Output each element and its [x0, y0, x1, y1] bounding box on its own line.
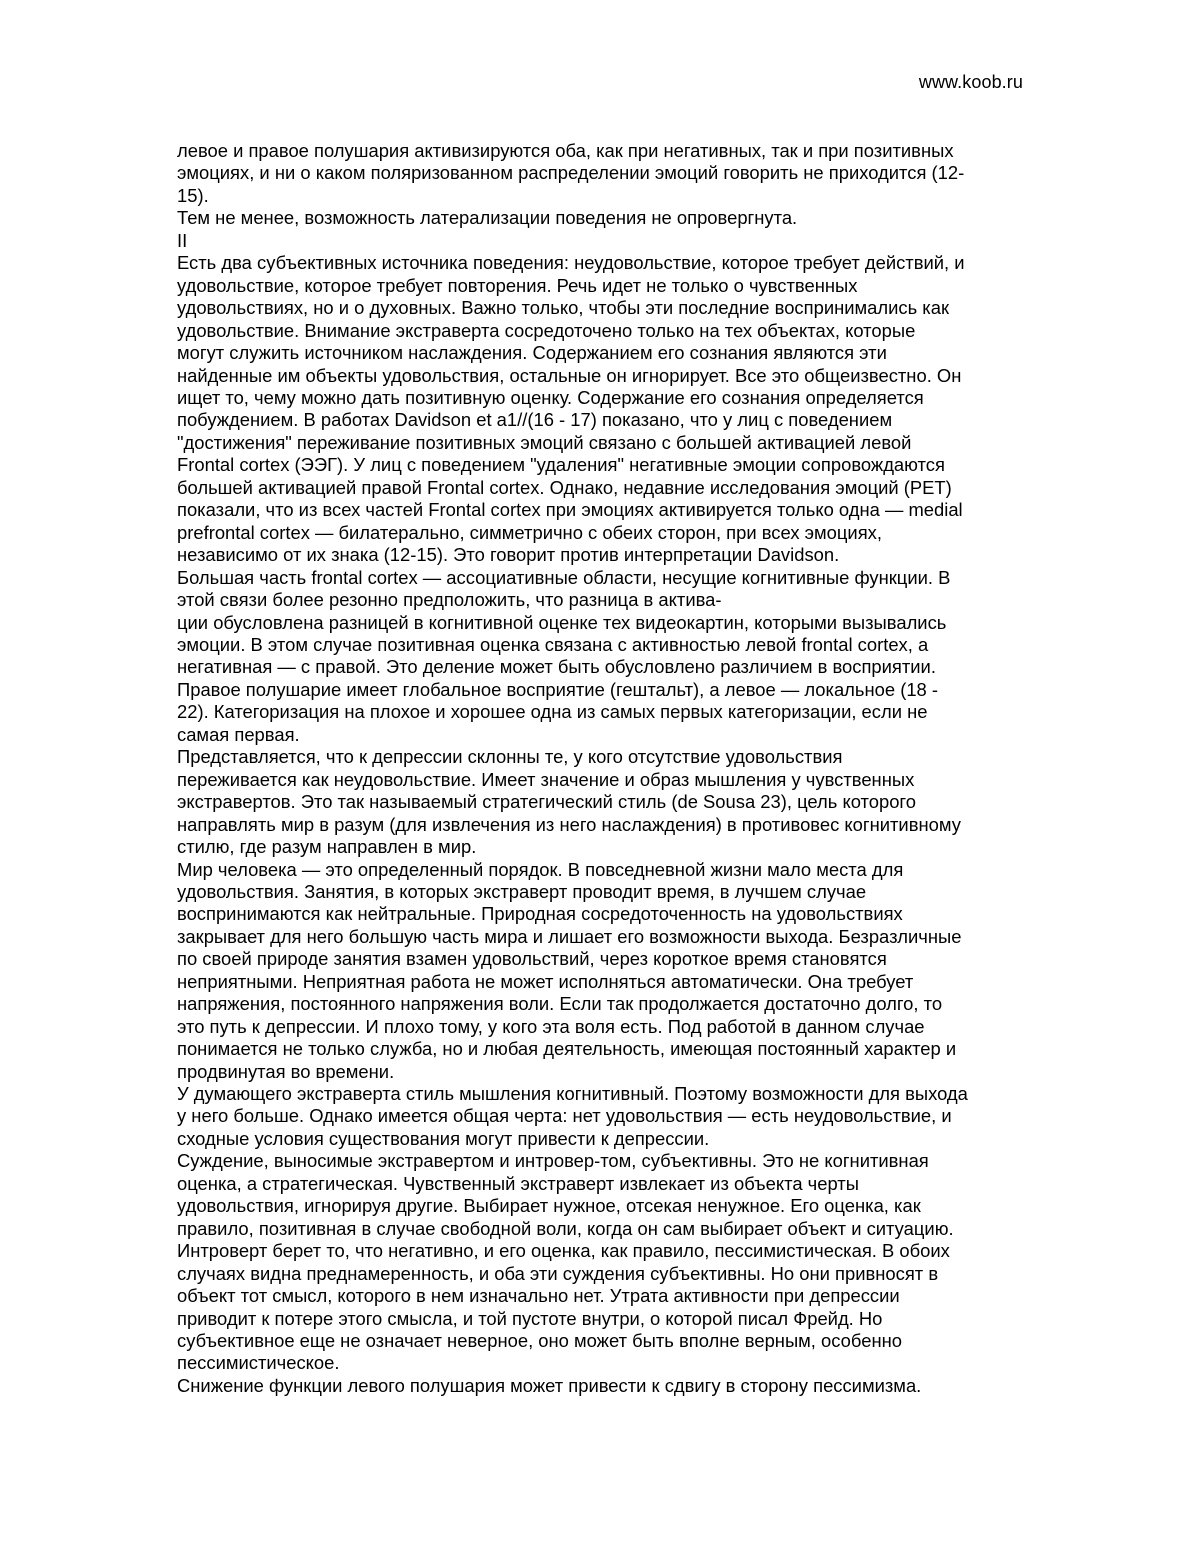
text-line: Большая часть frontal cortex — ассоциативные области, несущие когнитивные функции. В [177, 566, 951, 588]
text-line: этой связи более резонно предположить, что разница в актива- [177, 589, 722, 611]
text-line: самая первая. [177, 723, 300, 745]
text-line: негативная — с правой. Это деление может быть обусловлено различием в восприятии. [177, 656, 936, 678]
text-line: воспринимаются как нейтральные. Природная сосредоточенность на удовольствиях [177, 903, 903, 925]
text-line: напряжения, постоянного напряжения воли. Если так продолжается достаточно долго, то [177, 993, 943, 1015]
text-line: экстравертов. Это так называемый стратегический стиль (de Sousa 23), цель которого [177, 791, 916, 813]
text-line: оценка, а стратегическая. Чувственный экстраверт извлекает из объекта черты [177, 1172, 859, 1194]
text-line: ищет то, чему можно дать позитивную оценку. Содержание его сознания определяется [177, 386, 924, 408]
text-line: независимо от их знака (12-15). Это говорит против интерпретации Davidson. [177, 544, 840, 566]
text-line: У думающего экстраверта стиль мышления когнитивный. Поэтому возможности для выхода [177, 1083, 968, 1105]
text-line: удовольствия, игнорируя другие. Выбирает нужное, отсекая ненужное. Его оценка, как [177, 1195, 921, 1217]
text-line: побуждением. В работах Davidson et a1//(16 - 17) показано, что у лиц с поведением [177, 409, 893, 431]
text-line: prefrontal cortex — билатерально, симметрично с обеих сторон, при всех эмоциях, [177, 521, 882, 543]
header-url: www.koob.ru [918, 72, 1023, 92]
text-line: могут служить источником наслаждения. Содержанием его сознания являются эти [177, 342, 887, 364]
text-line: удовольствиях, но и о духовных. Важно только, чтобы эти последние воспринимались как [177, 297, 950, 319]
text-line: Правое полушарие имеет глобальное восприятие (гештальт), а левое — локальное (18 - [177, 678, 939, 700]
text-line: направлять мир в разум (для извлечения из него наслаждения) в противовес когнитивному [177, 813, 961, 835]
text-line: показали, что из всех частей Frontal cortex при эмоциях активируется только одна — medial [177, 499, 963, 521]
text-line: по своей природе занятия взамен удовольствий, через короткое время становятся [177, 948, 887, 970]
text-line: объект тот смысл, которого в нем изначально нет. Утрата активности при депрессии [177, 1285, 900, 1307]
text-line: у него больше. Однако имеется общая черта: нет удовольствия — есть неудовольствие, и [177, 1105, 952, 1127]
text-line: продвинутая во времени. [177, 1060, 395, 1082]
text-line: 22). Категоризация на плохое и хорошее одна из самых первых категоризации, если не [177, 701, 928, 723]
text-line: субъективное еще не означает неверное, оно может быть вполне верным, особенно [177, 1330, 902, 1352]
text-line: 15). [177, 184, 209, 206]
text-line: эмоции. В этом случае позитивная оценка связана с активностью левой frontal cortex, а [177, 633, 929, 655]
text-line: Снижение функции левого полушария может привести к сдвигу в сторону пессимизма. [177, 1374, 922, 1396]
text-line: правило, позитивная в случае свободной воли, когда он сам выбирает объект и ситуацию. [177, 1217, 954, 1239]
text-line: Есть два субъективных источника поведения: неудовольствие, которое требует действий, и [177, 252, 965, 274]
text-line: сходные условия существования могут привести к депрессии. [177, 1127, 710, 1149]
text-line: удовольствие, которое требует повторения. Речь идет не только о чувственных [177, 274, 858, 296]
text-line: эмоциях, и ни о каком поляризованном распределении эмоций говорить не приходится (12- [177, 162, 965, 184]
text-line: случаях видна преднамеренность, и оба эти суждения субъективны. Но они привносят в [177, 1262, 939, 1284]
text-line: понимается не только служба, но и любая деятельность, имеющая постоянный характер и [177, 1038, 957, 1060]
text-line: это путь к депрессии. И плохо тому, у кого эта воля есть. Под работой в данном случае [177, 1015, 925, 1037]
text-line: удовольствие. Внимание экстраверта сосредоточено только на тех объектах, которые [177, 319, 916, 341]
text-line: Суждение, выносимые экстравертом и интровер-том, субъективны. Это не когнитивная [177, 1150, 929, 1172]
text-line: приводит к потере этого смысла, и той пустоте внутри, о которой писал Фрейд. Но [177, 1307, 883, 1329]
text-line: найденные им объекты удовольствия, остальные он игнорирует. Все это общеизвестно. Он [177, 364, 962, 386]
text-line: большей активацией правой Frontal cortex. Однако, недавние исследования эмоций (PET) [177, 476, 952, 498]
text-line: Frontal cortex (ЭЭГ). У лиц с поведением "удаления" негативные эмоции сопровождаются [177, 454, 945, 476]
text-line: II [177, 229, 188, 251]
text-line: "достижения" переживание позитивных эмоций связано с большей активацией левой [177, 431, 912, 453]
text-line: стилю, где разум направлен в мир. [177, 836, 477, 858]
text-line: закрывает для него большую часть мира и лишает его возможности выхода. Безразличные [177, 925, 962, 947]
text-line: Мир человека — это определенный порядок. В повседневной жизни мало места для [177, 858, 904, 880]
text-line: переживается как неудовольствие. Имеет значение и образ мышления у чувственных [177, 768, 915, 790]
text-line: удовольствия. Занятия, в которых экстраверт проводит время, в лучшем случае [177, 880, 867, 902]
text-line: пессимистическое. [177, 1352, 340, 1374]
text-line: Тем не менее, возможность латерализации поведения не опровергнута. [177, 207, 798, 229]
text-line: ции обусловлена разницей в когнитивной оценке тех видеокартин, которыми вызывались [177, 611, 947, 633]
text-line: неприятными. Неприятная работа не может исполняться автоматически. Она требует [177, 970, 914, 992]
text-line: Представляется, что к депрессии склонны те, у кого отсутствие удовольствия [177, 746, 843, 768]
text-line: Интроверт берет то, что негативно, и его оценка, как правило, пессимистическая. В обоих [177, 1240, 950, 1262]
text-line: левое и правое полушария активизируются оба, как при негативных, так и при позитивных [177, 140, 954, 161]
body-text [177, 140, 1037, 1397]
